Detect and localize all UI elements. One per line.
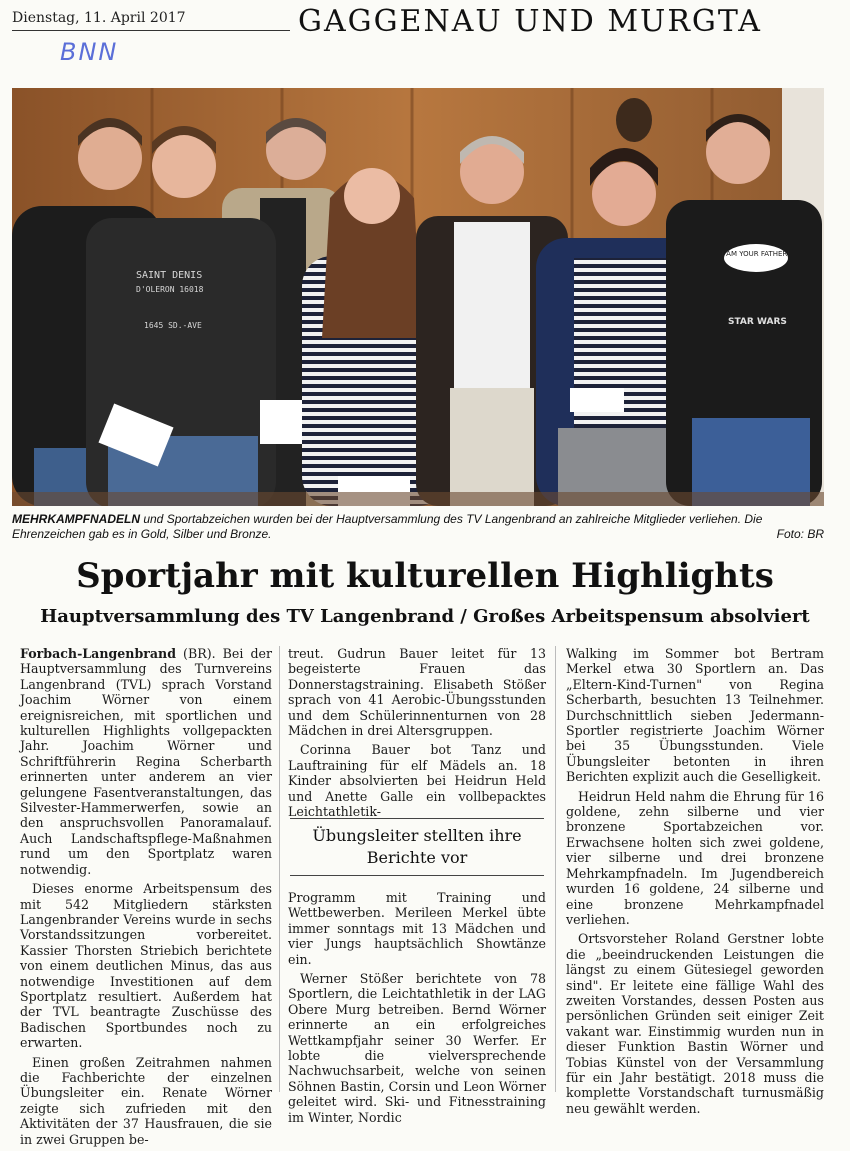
group-photo [12,88,824,506]
article-column-2 [288,646,546,823]
paragraph: Walking im Sommer bot Bertram Merkel etwa 30 Sportlern an. Das „Eltern-Kind-Turnen" von Regina Scherbarth, besuchten 13 Teilnehmer. Durchschnittlich sieben Jedermann-Sportler registrierte Joachim Wörner bei 35 Übungsstunden. Viele Übungsleiter betonten in ihren Berichten explizit auch die Geselligkeit. [566,646,824,785]
paragraph: Programm mit Training und Wettbewerben. Merileen Merkel übte immer sonntags mit 13 Mädchen und vier Jungs hauptsächlich Showtänze ein. [288,890,546,967]
subsection-heading: Übungsleiter stellten ihre Berichte vor [290,818,544,876]
shirt-print-3: 1645 SD.-AVE [144,321,202,330]
shirt-print-4: STAR WARS [728,317,787,327]
section-title: GAGGENAU UND MURGTA [298,4,762,39]
paragraph: treut. Gudrun Bauer leitet für 13 begeisterte Frauen das Donnerstagstraining. Elisabeth Stößer sprach von 41 Aerobic-Übungsstunden und dem Schülerinnenturnen von 28 Mädchen in drei Altersgruppen. [288,646,546,739]
paragraph-text: (BR). Bei der Hauptversammlung des Turnvereins Langenbrand (TVL) sprach Vorstand Joachim Wörner von einem ereignisreichen, mit sportlichen und kulturellen Highlights vollgepackten Jahr. Joachim Wörner und Schriftführerin Regina Scherbarth erinnerten unter anderem an vier gelungene Fasentveranstaltungen, das Silvester-Hammerwerfen, sowie an den anspruchsvollen Panoramalauf. Auch Landschaftspflege-Maßnahmen rund um den Sportplatz waren notwendig. [20,646,272,877]
paragraph: Heidrun Held nahm die Ehrung für 16 goldene, zehn silberne und vier bronzene Sportabzeichen vor. Erwachsene holten sich zwei goldene, vier silberne und drei bronzene Mehrkampfnadeln. Im Jugendbereich wurden 16 goldene, 24 silberne und eine bronzene Mehrkampfnadel verliehen. [566,788,824,927]
photo-caption [12,512,824,542]
paragraph: Einen großen Zeitrahmen nahmen die Fachberichte der einzelnen Übungsleiter ein. Renate Wörner zeigte sich zufrieden mit den Aktivitäten der 37 Hausfrauen, die sie in zwei Gruppen be- [20,1054,272,1147]
headline: Sportjahr mit kulturellen Highlights [76,556,774,596]
group-photo-illustration [12,88,824,506]
handwritten-note: BNN [60,38,119,66]
article-column-2-continued [288,890,546,1129]
caption-text: und Sportabzeichen wurden bei der Hauptversammlung des TV Langenbrand an zahlreiche Mitglieder verliehen. Die Ehrenzeichen gab es in Gold, Silber und Bronze. [12,512,763,541]
paragraph: Ortsvorsteher Roland Gerstner lobte die „beeindruckenden Leistungen die längst zu einem Gütesiegel geworden sind". Er leitete eine fällige Wahl des zweiten Vorstandes, dessen Posten aus persönlichen Gründen seit einiger Zeit vakant war. Einstimmig wurden nun in dieser Funktion Bastin Wörner und Tobias Künstel von der Versammlung für ein Jahr bestätigt. 2018 muss die komplette Vorstandschaft turnusmäßig neu gewählt werden. [566,931,824,1116]
issue-date: Dienstag, 11. April 2017 [12,10,186,26]
paragraph: Corinna Bauer bot Tanz und Lauftraining für elf Mädels an. 18 Kinder absolvierten bei Heidrun Held und Anette Galle ein vollbepacktes Leichtathletik- [288,742,546,820]
photo-credit: Foto: BR [776,527,824,541]
paragraph: Werner Stößer berichtete von 78 Sportlern, die Leichtathletik in der LAG Obere Murg betreiben. Bernd Wörner erinnerte an ein erfolgreiches Wettkampfjahr seiner 30 Werfer. Er lobte die vielversprechende Nachwuchsarbeit, welche von seinen Söhnen Bastin, Corsin und Leon Wörner geleitet wird. Ski- und Fitnesstraining im Winter, Nordic [288,971,546,1125]
speech-bubble-text: I AM YOUR FATHER! [721,250,791,258]
shirt-print-2: D'OLERON 16018 [136,285,204,294]
column-rule [555,646,556,1092]
shirt-print-1: SAINT DENIS [136,270,203,281]
paragraph [20,646,272,877]
subheadline: Hauptversammlung des TV Langenbrand / Großes Arbeitspensum absolviert [40,606,810,627]
caption-lead: MEHRKAMPFNADELN [12,512,140,526]
paragraph: Dieses enorme Arbeitspensum des mit 542 Mitgliedern stärksten Langenbrander Vereins wurde in sechs Vorstandssitzungen vorbereitet. Kassier Thorsten Striebich berichtete von einem deutlichen Minus, das aus notwendige Investitionen auf dem Sportplatz resultiert. Außerdem hat der TVL beantragte Zuschüsse des Badischen Sportbundes noch zu erwarten. [20,881,272,1051]
article-column-3 [566,646,824,1120]
header-rule [12,30,290,31]
dateline: Forbach-Langenbrand [20,646,177,661]
column-rule [279,646,280,1092]
article-column-1 [20,646,272,1151]
